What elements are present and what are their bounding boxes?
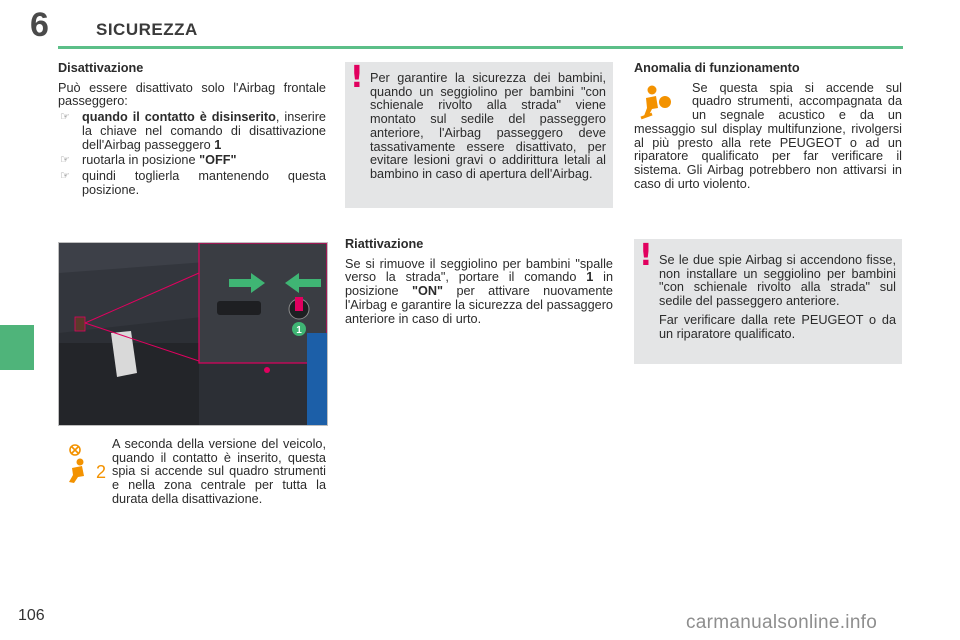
hand-pointer-icon: ☞ xyxy=(60,154,70,167)
header-divider xyxy=(58,46,903,49)
step1-text: , inserire la chiave nel comando di disattivazione dell'Airbag passeggero xyxy=(82,110,326,152)
warning-lights-p1: Se le due spie Airbag si accendono fisse, non installare un seggiolino per bambini "con schienale rivolto alla strada" sul sedile del passeggero anteriore. xyxy=(659,253,896,309)
warning-lights-text xyxy=(659,254,896,346)
airbag-off-switch-photo xyxy=(59,243,327,425)
warning-lights-p2: Far verificare dalla rete PEUGEOT o da un riparatore qualificato. xyxy=(659,312,896,341)
switch-label: 1 xyxy=(296,325,302,336)
step1-number: 1 xyxy=(214,137,222,152)
anomalia-title: Anomalia di funzionamento xyxy=(634,61,800,75)
airbag-off-note xyxy=(112,438,326,507)
riattivazione-on-label: "ON" xyxy=(412,284,444,299)
chapter-side-tab xyxy=(0,325,34,370)
airbag-warning-icon xyxy=(638,84,678,120)
warning-exclamation-icon: ! xyxy=(639,238,653,273)
anomalia-text: Se questa spia si accende sul quadro strumenti, accompagnata da un segnale acustico e da un messaggio sul display multifunzione, rivolgersi al più presto alla rete PEUGEOT o ad un riparatore qualificato per far verificare il sistema. Gli Airbag potrebbero non attivarsi in caso di urto violento. xyxy=(634,80,902,191)
hand-pointer-icon: ☞ xyxy=(60,111,70,124)
anomalia-section xyxy=(634,62,902,191)
airbag-off-icon-number: 2 xyxy=(96,462,107,482)
child-seat-warning-text xyxy=(370,72,606,187)
chapter-title: SICUREZZA xyxy=(96,20,198,39)
riattivazione-number: 1 xyxy=(586,270,594,285)
disattivazione-title: Disattivazione xyxy=(58,61,144,75)
riattivazione-text-before: Se si rimuove il seggiolino per bambini "spalle verso la strada", portare il comando xyxy=(345,256,613,285)
disattivazione-intro: Può essere disattivato solo l'Airbag frontale passeggero: xyxy=(58,80,326,109)
list-item xyxy=(58,154,326,168)
airbag-off-text: A seconda della versione del veicolo, quando il contatto è inserito, questa spia si accende sul quadro strumenti e nella zona centrale per tutta la durata della disattivazione. xyxy=(112,437,326,506)
watermark: carmanualsonline.info xyxy=(686,612,878,633)
step2-text: ruotarla in posizione xyxy=(82,153,200,168)
step2-bold: "OFF" xyxy=(199,153,237,168)
airbag-switch-photo xyxy=(58,242,328,426)
riattivazione-text-after: per attivare nuovamente l'Airbag e garantire la sicurezza del passaggero anteriore in caso di urto. xyxy=(345,284,613,326)
page-number: 106 xyxy=(18,607,45,624)
riattivazione-title: Riattivazione xyxy=(345,237,424,251)
step3-text: quindi toglierla mantenendo questa posizione. xyxy=(82,168,326,197)
riattivazione-section xyxy=(345,238,613,326)
step1-bold: quando il contatto è disinserito xyxy=(82,110,276,125)
airbag-off-indicator-icon xyxy=(62,442,108,484)
disattivazione-steps xyxy=(58,111,326,197)
riattivazione-text-mid: in posizione xyxy=(345,270,614,299)
warning-exclamation-icon: ! xyxy=(350,60,364,95)
anomalia-text-block xyxy=(634,82,902,192)
riattivazione-text xyxy=(345,258,613,327)
child-seat-warning-paragraph: Per garantire la sicurezza dei bambini, quando un seggiolino per bambini "con schienale rivolto alla strada" viene montato sul sedile del passeggero anteriore, l'Airbag passeggero deve tassativamente essere disattivato, per evitare lesioni gravi o addirittura letali al bambino in caso di apertura dell'Airbag. xyxy=(370,71,606,181)
hand-pointer-icon: ☞ xyxy=(60,169,70,182)
disattivazione-section xyxy=(58,62,326,199)
list-item xyxy=(58,111,326,152)
list-item xyxy=(58,170,326,197)
chapter-number: 6 xyxy=(30,6,49,44)
